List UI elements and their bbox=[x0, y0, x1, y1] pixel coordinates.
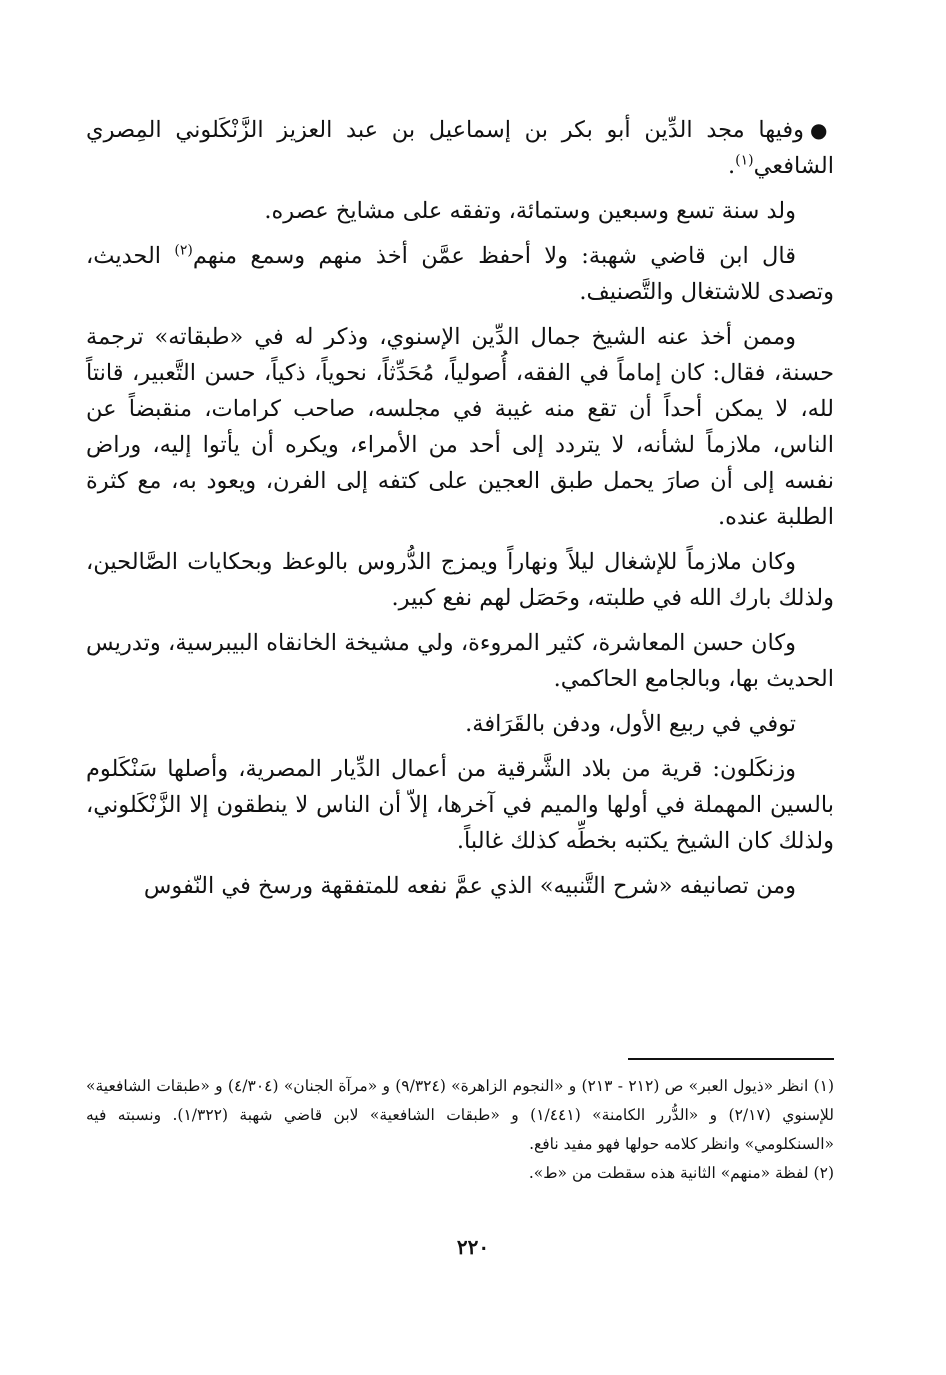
footnote-2: (٢) لفظة «منهم» الثانية هذه سقطت من «ط». bbox=[528, 1164, 834, 1182]
paragraph-text: ولد سنة تسع وسبعين وستمائة، وتفقه على مشايخ عصره. bbox=[264, 198, 796, 224]
paragraph-text: وفيها مجد الدِّين أبو بكر بن إسماعيل بن عبد العزيز الزَّنْكَلوني المِصري الشافعي bbox=[86, 117, 834, 179]
paragraph-text: توفي في ربيع الأول، ودفن بالقَرَافة. bbox=[465, 711, 796, 737]
paragraph bbox=[86, 706, 834, 742]
footnote-1: (١) انظر «ذيول العبر» ص (٢١٢ - ٢١٣) و «النجوم الزاهرة» (٩/٣٢٤) و «مرآة الجنان» (٤/٣٠٤) و «طبقات الشافعية» للإسنوي (٢/١٧) و «الدُّرر الكامنة» (١/٤٤١) و «طبقات الشافعية» لابن قاضي شهبة (١/٣٢٢). ونسبته فيه «السنكلومي» وانظر كلامه حولها فهو مفيد نافع. bbox=[86, 1077, 835, 1153]
paragraph bbox=[86, 751, 834, 859]
paragraph-biography-heading bbox=[86, 112, 834, 184]
footnote-ref[interactable]: (١) bbox=[735, 152, 754, 169]
paragraph bbox=[86, 544, 834, 616]
paragraph bbox=[86, 625, 834, 697]
page-number: ٢٢٠ bbox=[456, 1235, 490, 1259]
footnote-ref[interactable]: (٢) bbox=[174, 242, 193, 259]
paragraph-text: وكان ملازماً للإشغال ليلاً ونهاراً ويمزج الدُّروس بالوعظ وبحكايات الصَّالحين، ولذلك بارك الله في طلبته، وحَصَل لهم نفع كبير. bbox=[86, 549, 834, 611]
paragraph-text: قال ابن قاضي شهبة: ولا أحفظ عمَّن أخذ منهم وسمع منهم bbox=[192, 243, 796, 269]
bullet-icon: ● bbox=[810, 118, 834, 142]
paragraph bbox=[86, 868, 834, 904]
paragraph-text: وممن أخذ عنه الشيخ جمال الدِّين الإسنوي، وذكر له في «طبقاته» ترجمة حسنة، فقال: كان إماماً في الفقه، أُصولياً، مُحَدِّثاً، نحوياً، ذكياً، حسن التَّعبير، قانتاً لله، لا يمكن أحداً أن تقع منه غيبة في مجلسه، صاحب كرامات، منقبضاً عن الناس، ملازماً لشأنه، لا يتردد إلى أحد من الأمراء، ويكره أن يأتوا إليه، وراض نفسه إلى أن صارَ يحمل طبق العجين على كتفه إلى الفرن، ويعود به، مع كثرة الطلبة عنده. bbox=[86, 324, 834, 530]
paragraph-text: وزنكَلون: قرية من بلاد الشَّرقية من أعمال الدِّيار المصرية، وأصلها سَنْكَلوم بالسين المهملة في أولها والميم في آخرها، إلاّ أن الناس لا ينطقون إلا الزَّنْكَلوني، ولذلك كان الشيخ يكتبه بخطِّه كذلك غالباً. bbox=[86, 756, 834, 854]
paragraph bbox=[86, 238, 834, 310]
paragraph bbox=[86, 193, 834, 229]
paragraph-text: ومن تصانيفه «شرح التَّنبيه» الذي عمَّ نفعه للمتفقهة ورسخ في النّفوس bbox=[143, 873, 796, 899]
main-text bbox=[86, 112, 834, 913]
paragraph-text: وكان حسن المعاشرة، كثير المروءة، ولي مشيخة الخانقاه البيبرسية، وتدريس الحديث بها، وبالجامع الحاكمي. bbox=[86, 630, 834, 692]
footnote-separator bbox=[628, 1058, 834, 1060]
footnotes bbox=[86, 1072, 834, 1188]
paragraph bbox=[86, 319, 834, 535]
paragraph-tail: الحديث، وتصدى للاشتغال والتَّصنيف. bbox=[86, 243, 834, 305]
paragraph-tail: . bbox=[727, 153, 736, 179]
